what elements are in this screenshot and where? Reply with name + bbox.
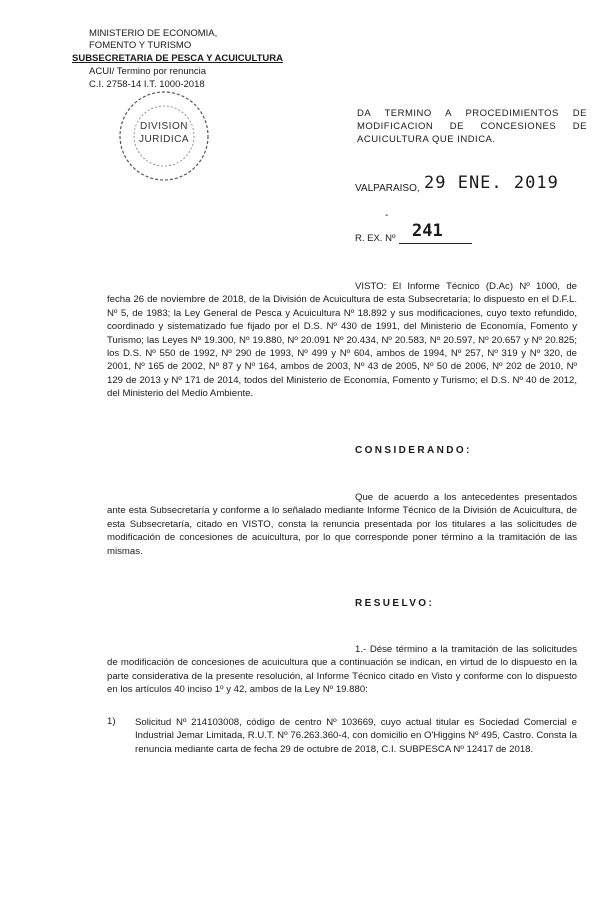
resuelvo-lead: 1.- Dése término a la tramitación de las xyxy=(355,644,529,655)
list-item-number: 1) xyxy=(107,716,116,727)
resuelvo-body: solicitudes de modificación de concesiones de acuicultura que a continuación se indican, en virtud de lo dispuesto en la parte considerativa de la presente resolución, al Informe Técnico citado en Visto y conforme con lo dispuesto en los artículos 40 inciso 1º y 42, ambos de la Ley Nº 19.880: xyxy=(107,644,577,696)
resuelvo-paragraph xyxy=(107,643,577,697)
visto-paragraph xyxy=(107,280,577,401)
visto-lead: VISTO: El Informe Técnico (D.Ac) Nº 1000, xyxy=(355,281,561,292)
considerando-paragraph xyxy=(107,491,577,558)
considerando-lead: Que de acuerdo a los antecedentes xyxy=(355,492,520,503)
visto-body: de fecha 26 de noviembre de 2018, de la División de Acuicultura de esta Subsecretaría; lo dispuesto en el D.F.L. Nº 5, de 1983; la Ley General de Pesca y Acuicultura Nº 18.892 y sus modificaciones, cuyo texto refundido, coordinado y sistematizado fue fijado por el D.S. Nº 430 de 1991, del Ministerio de Economía, Fomento y Turismo; las Leyes Nº 19.300, Nº 19.880, Nº 20.091 Nº 20.434, Nº 20.583, Nº 20.597, Nº 20.657 y Nº 20.825; los D.S. Nº 550 de 1992, Nº 290 de 1993, Nº 499 y Nº 604, ambos de 1994, Nº 257, Nº 319 y Nº 320, de 2001, Nº 165 de 2002, Nº 87 y Nº 164, ambos de 2003, Nº 43 de 2005, Nº 50 de 2006, Nº 202 de 2010, Nº 129 de 2013 y Nº 171 de 2014, todos del Ministerio de Economía, Fomento y Turismo; el D.S. Nº 40 de 2012, del Ministerio del Medio Ambiente. xyxy=(107,281,577,400)
ministry-line-2: FOMENTO Y TURISMO xyxy=(89,40,192,51)
resolution-number: 241 xyxy=(412,221,443,241)
ministry-line: MINISTERIO DE ECONOMIA, xyxy=(89,28,218,39)
case-reference-line: C.I. 2758-14 I.T. 1000-2018 xyxy=(89,79,205,90)
date-stamp: 29 ENE. 2019 xyxy=(424,173,559,193)
resolution-number-line xyxy=(399,243,472,244)
stamp-text-1: DIVISION xyxy=(140,121,188,132)
subsecretary-line: SUBSECRETARIA DE PESCA Y ACUICULTURA xyxy=(72,53,283,64)
resuelvo-heading: RESUELVO: xyxy=(355,598,435,609)
resolution-label: R. EX. Nº xyxy=(355,233,396,244)
stamp-text-2: JURIDICA xyxy=(138,134,190,145)
list-item: Solicitud Nº 214103008, código de centro Nº 103669, cuyo actual titular es Sociedad Comercial e Industrial Jemar Limitada, R.U.T. Nº 76.263.360-4, con domicilio en O'Higgins Nº 495, Castro. Consta la renuncia mediante carta de fecha 29 de octubre de 2018, C.I. SUBPESCA Nº 12417 de 2018. xyxy=(135,717,577,755)
considerando-heading: CONSIDERANDO: xyxy=(355,445,472,456)
resolution-subject: DA TERMINO A PROCEDIMIENTOS DE MODIFICACION DE CONCESIONES DE ACUICULTURA QUE INDICA. xyxy=(357,108,587,145)
dash-mark: - xyxy=(385,210,389,221)
legal-division-stamp xyxy=(116,88,212,184)
considerando-body: presentados ante esta Subsecretaría y conforme a lo señalado mediante Informe Técnico de la División de Acuicultura, de esta Subsecretaría, citado en VISTO, consta la renuncia presentada por los titulares a las solicitudes de modificación de concesiones de acuicultura, por lo que corresponde poner término a la tramitación de las mismas. xyxy=(107,492,577,557)
subject-line: ACUI/ Termino por renuncia xyxy=(89,66,207,77)
place: VALPARAISO, xyxy=(355,183,420,194)
